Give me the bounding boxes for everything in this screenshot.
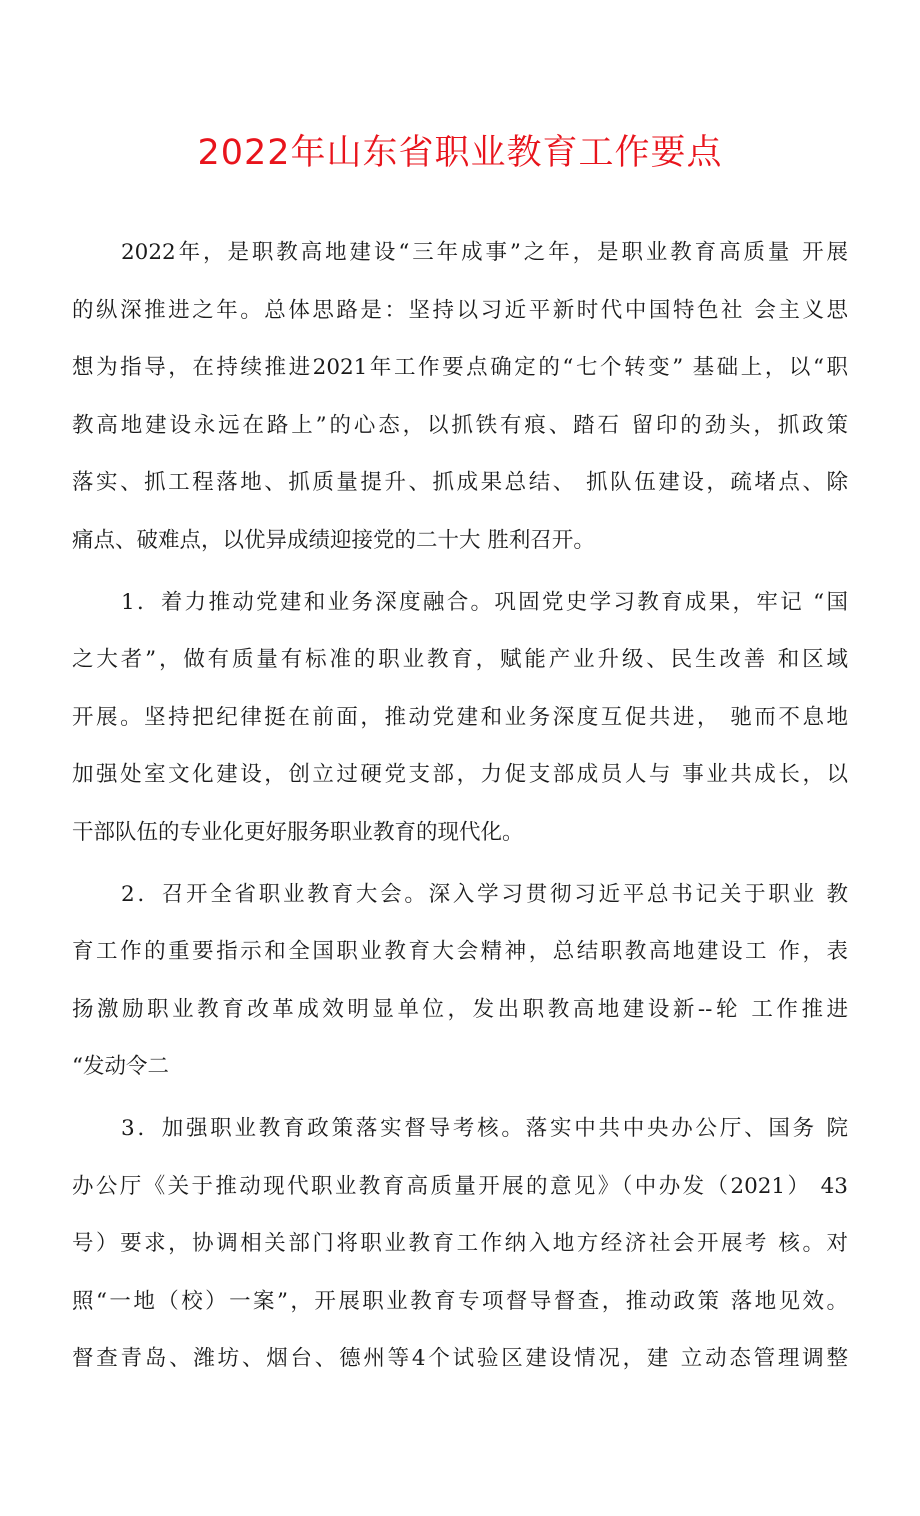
paragraph-item-2 <box>72 866 848 1096</box>
paragraph-line: 2．召开全省职业教育大会。深入学习贯彻习近平总书记关于职业 教 <box>121 881 848 907</box>
document-body <box>72 224 848 1388</box>
paragraph-line: 加强处室文化建设，创立过硬党支部，力促支部成员人与 事业共成长，以 <box>72 762 848 788</box>
document-title: 2022年山东省职业教育工作要点 <box>197 133 723 173</box>
paragraph-line: 号）要求，协调相关部门将职业教育工作纳入地方经济社会开展考 核。对 <box>72 1231 848 1257</box>
paragraph-line: “发动令二 <box>72 1054 169 1080</box>
paragraph-line: 干部队伍的专业化更好服务职业教育的现代化。 <box>72 819 524 845</box>
paragraph-line: 开展。坚持把纪律挺在前面，推动党建和业务深度互促共进， 驰而不息地 <box>72 704 848 730</box>
paragraph-line: 落实、抓工程落地、抓质量提升、抓成果总结、 抓队伍建设，疏堵点、除 <box>72 470 848 496</box>
paragraph-line: 的纵深推进之年。总体思路是：坚持以习近平新时代中国特色社 会主义思 <box>72 297 848 323</box>
paragraph-line: 痛点、破难点，以优异成绩迎接党的二十大 胜利召开。 <box>72 527 595 553</box>
paragraph-line: 之大者”，做有质量有标准的职业教育，赋能产业升级、民生改善 和区域 <box>72 647 848 673</box>
paragraph-line: 1．着力推动党建和业务深度融合。巩固党史学习教育成果，牢记 “国 <box>121 589 848 615</box>
paragraph-line: 扬激励职业教育改革成效明显单位，发出职教高地建设新--轮 工作推进 <box>72 996 848 1022</box>
paragraph-item-3 <box>72 1100 848 1388</box>
paragraph-intro <box>72 224 848 570</box>
paragraph-line: 办公厅《关于推动现代职业教育高质量开展的意见》（中办发（2021） 43 <box>72 1173 848 1199</box>
paragraph-line: 教高地建设永远在路上”的心态，以抓铁有痕、踏石 留印的劲头，抓政策 <box>72 412 848 438</box>
paragraph-line: 照“一地（校）一案”，开展职业教育专项督导督查，推动政策 落地见效。 <box>72 1288 848 1314</box>
paragraph-line: 育工作的重要指示和全国职业教育大会精神，总结职教高地建设工 作，表 <box>72 939 848 965</box>
paragraph-line: 想为指导，在持续推进2021年工作要点确定的“七个转变” 基础上，以“职 <box>72 355 848 381</box>
paragraph-line: 2022年，是职教高地建设“三年成事”之年，是职业教育高质量 开展 <box>121 240 848 265</box>
paragraph-item-1 <box>72 574 848 862</box>
paragraph-line: 3．加强职业教育政策落实督导考核。落实中共中央办公厅、国务 院 <box>121 1115 848 1141</box>
paragraph-line: 督查青岛、潍坊、烟台、德州等4个试验区建设情况，建 立动态管理调整 <box>72 1346 848 1372</box>
